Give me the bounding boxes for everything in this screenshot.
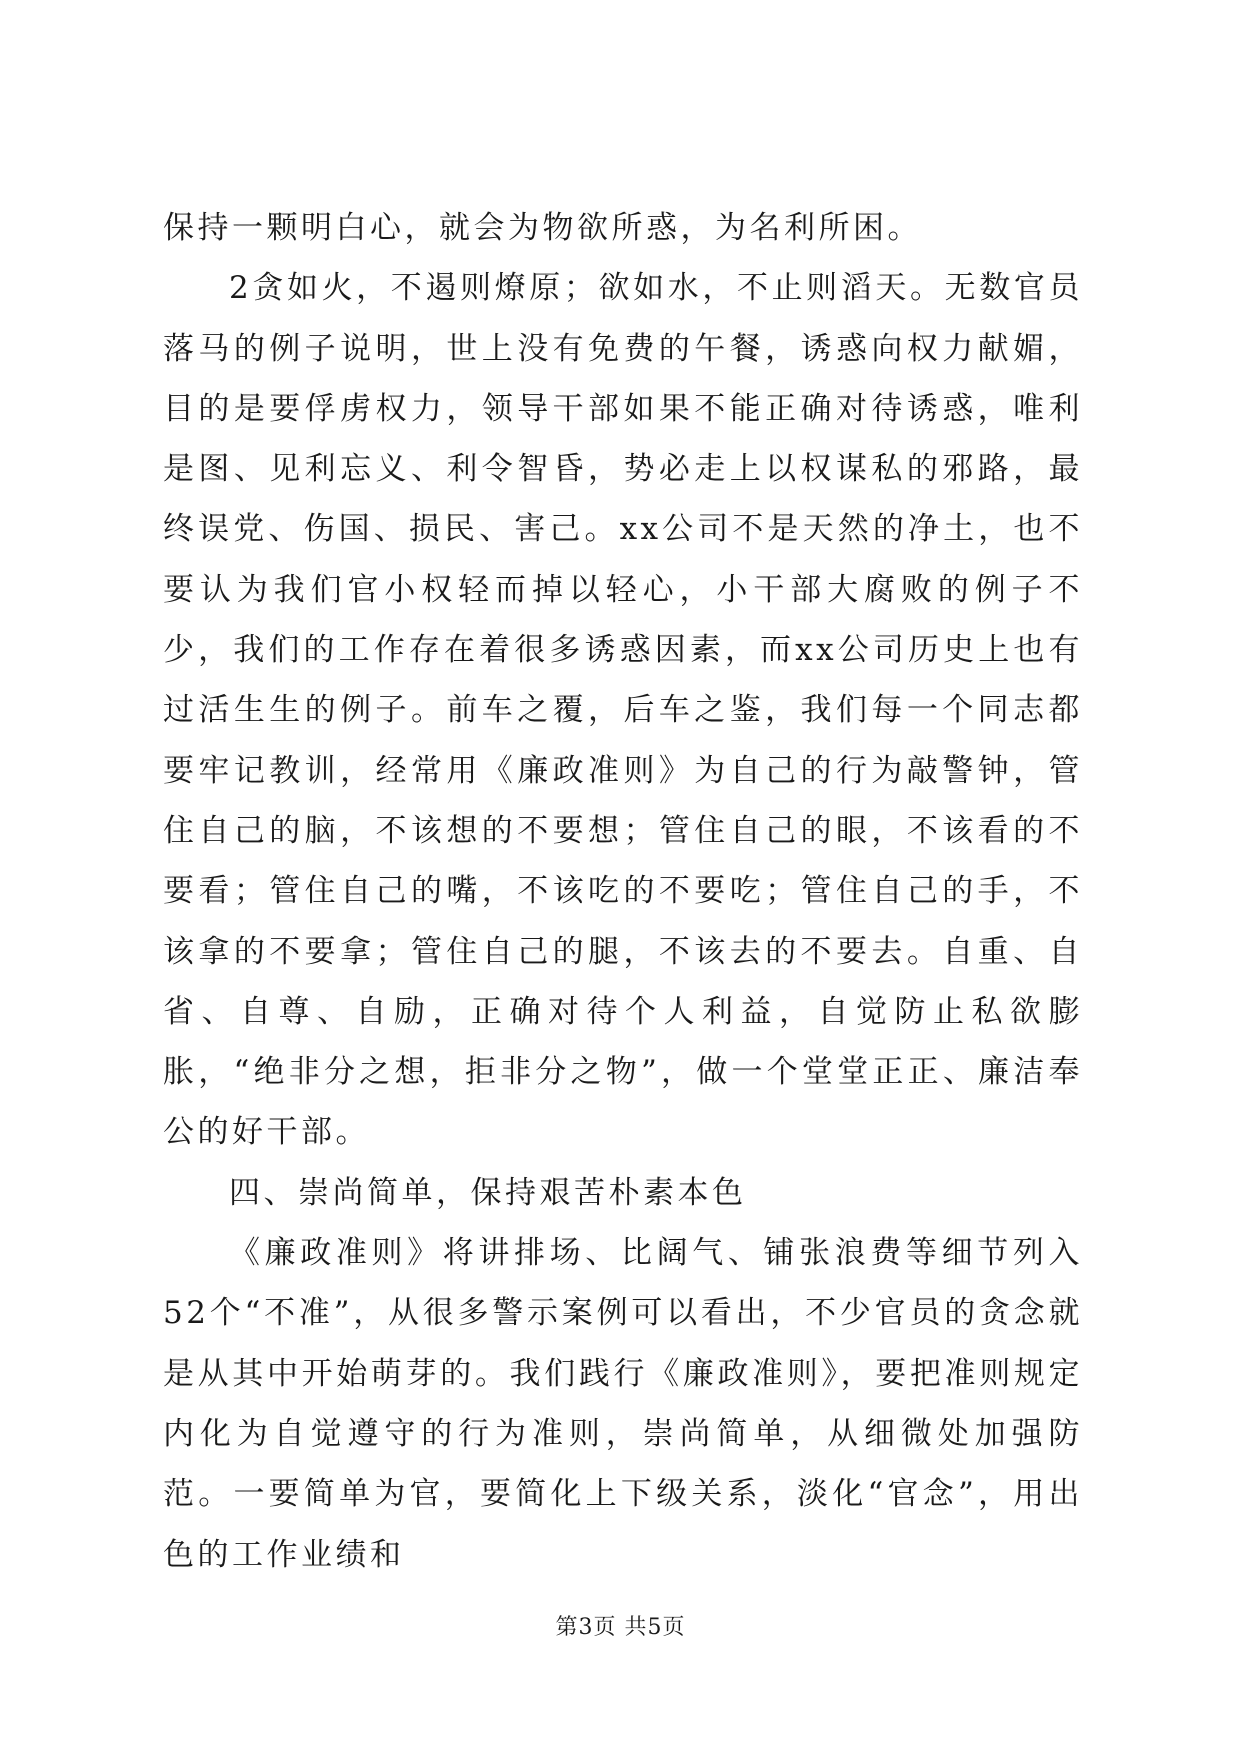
paragraph-continuation: 保持一颗明白心，就会为物欲所惑，为名利所困。 [163, 210, 922, 246]
section-heading-four: 四、崇尚简单，保持艰苦朴素本色 [229, 1174, 747, 1211]
document-body [163, 198, 1083, 1585]
paragraph-greed-warning: 2贪如火，不遏则燎原；欲如水，不止则滔天。无数官员落马的例子说明，世上没有免费的午餐，诱惑向权力献媚，目的是要俘虏权力，领导干部如果不能正确对待诱惑，唯利是图、见利忘义、利令智昏，势必走上以权谋私的邪路，最终误党、伤国、损民、害己。xx公司不是天然的净土，也不要认为我们官小权轻而掉以轻心，小干部大腐败的例子不少，我们的工作存在着很多诱惑因素，而xx公司历史上也有过活生生的例子。前车之覆，后车之鉴，我们每一个同志都要牢记教训，经常用《廉政准则》为自己的行为敲警钟，管住自己的脑，不该想的不要想；管住自己的眼，不该看的不要看；管住自己的嘴，不该吃的不要吃；管住自己的手，不该拿的不要拿；管住自己的腿，不该去的不要去。自重、自省、自尊、自励，正确对待个人利益，自觉防止私欲膨胀，“绝非分之想，拒非分之物”，做一个堂堂正正、廉洁奉公的好干部。 [163, 270, 1083, 1151]
page-number-footer: 第3页 共5页 [555, 1615, 686, 1640]
paragraph-simplicity: 《廉政准则》将讲排场、比阔气、铺张浪费等细节列入52个“不准”，从很多警示案例可以看出，不少官员的贪念就是从其中开始萌芽的。我们践行《廉政准则》，要把准则规定内化为自觉遵守的行为准则，崇尚简单，从细微处加强防范。一要简单为官，要简化上下级关系，淡化“官念”，用出色的工作业绩和 [163, 1235, 1083, 1573]
